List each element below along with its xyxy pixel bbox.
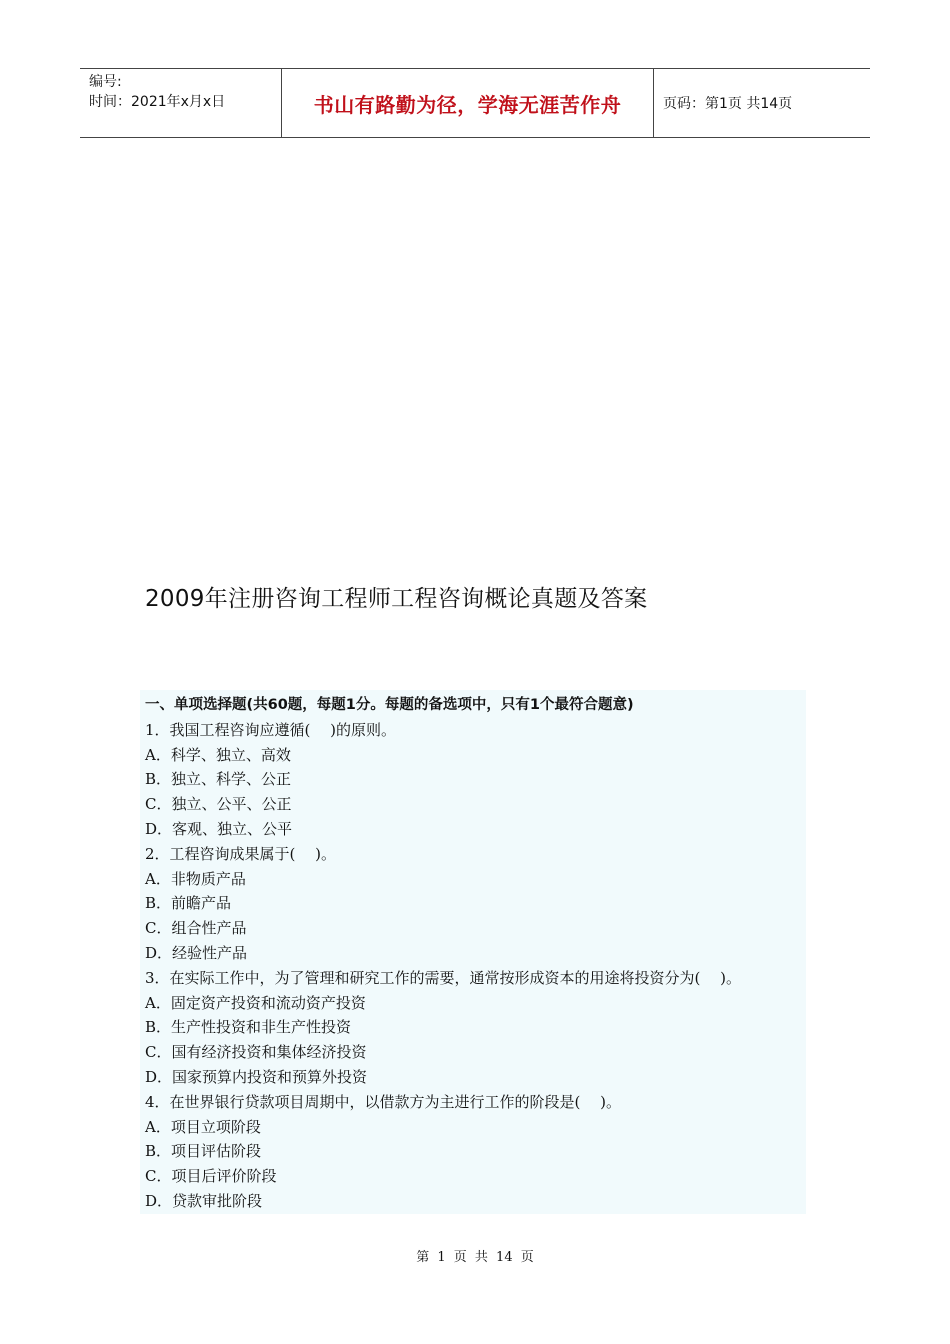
option-line: D．贷款审批阶段 (145, 1191, 263, 1210)
question-line: 2．工程咨询成果属于( )。 (145, 844, 337, 863)
option-line: C．项目后评价阶段 (145, 1167, 277, 1186)
option-line: C．组合性产品 (145, 919, 247, 938)
option-line: B．独立、科学、公正 (145, 770, 292, 789)
option-line: A．固定资产投资和流动资产投资 (145, 993, 366, 1012)
question-line: 3．在实际工作中，为了管理和研究工作的需要，通常按形成资本的用途将投资分为( )。 (145, 968, 742, 987)
option-line: B．项目评估阶段 (145, 1142, 262, 1161)
option-line: A．项目立项阶段 (145, 1117, 261, 1136)
number-label: 编号: (89, 74, 122, 90)
question-line: 4．在世界银行贷款项目周期中，以借款方为主进行工作的阶段是( )。 (145, 1092, 622, 1111)
option-line: D．国家预算内投资和预算外投资 (145, 1067, 368, 1086)
header-meta (80, 69, 281, 137)
header-motto: 书山有路勤为径，学海无涯苦作舟 (281, 69, 654, 137)
option-line: B．前瞻产品 (145, 894, 232, 913)
page-footer: 第 1 页 共 14 页 (416, 1250, 534, 1265)
time-label: 时间：2021年x月x日 (89, 94, 226, 110)
option-line: A．非物质产品 (145, 869, 246, 888)
option-line: D．经验性产品 (145, 943, 248, 962)
header-page-info: 页码：第1页 共14页 (663, 96, 793, 112)
page-header (80, 68, 870, 138)
question-line: 1．我国工程咨询应遵循( )的原则。 (145, 720, 397, 739)
option-line: C．国有经济投资和集体经济投资 (145, 1043, 367, 1062)
option-line: C．独立、公平、公正 (145, 795, 292, 814)
document-title: 2009年注册咨询工程师工程咨询概论真题及答案 (145, 586, 648, 612)
option-line: D．客观、独立、公平 (145, 819, 293, 838)
question-section (140, 690, 806, 1214)
option-line: A．科学、独立、高效 (145, 745, 291, 764)
option-line: B．生产性投资和非生产性投资 (145, 1018, 352, 1037)
section-heading: 一、单项选择题(共60题，每题1分。每题的备选项中，只有1个最符合题意) (145, 697, 634, 713)
